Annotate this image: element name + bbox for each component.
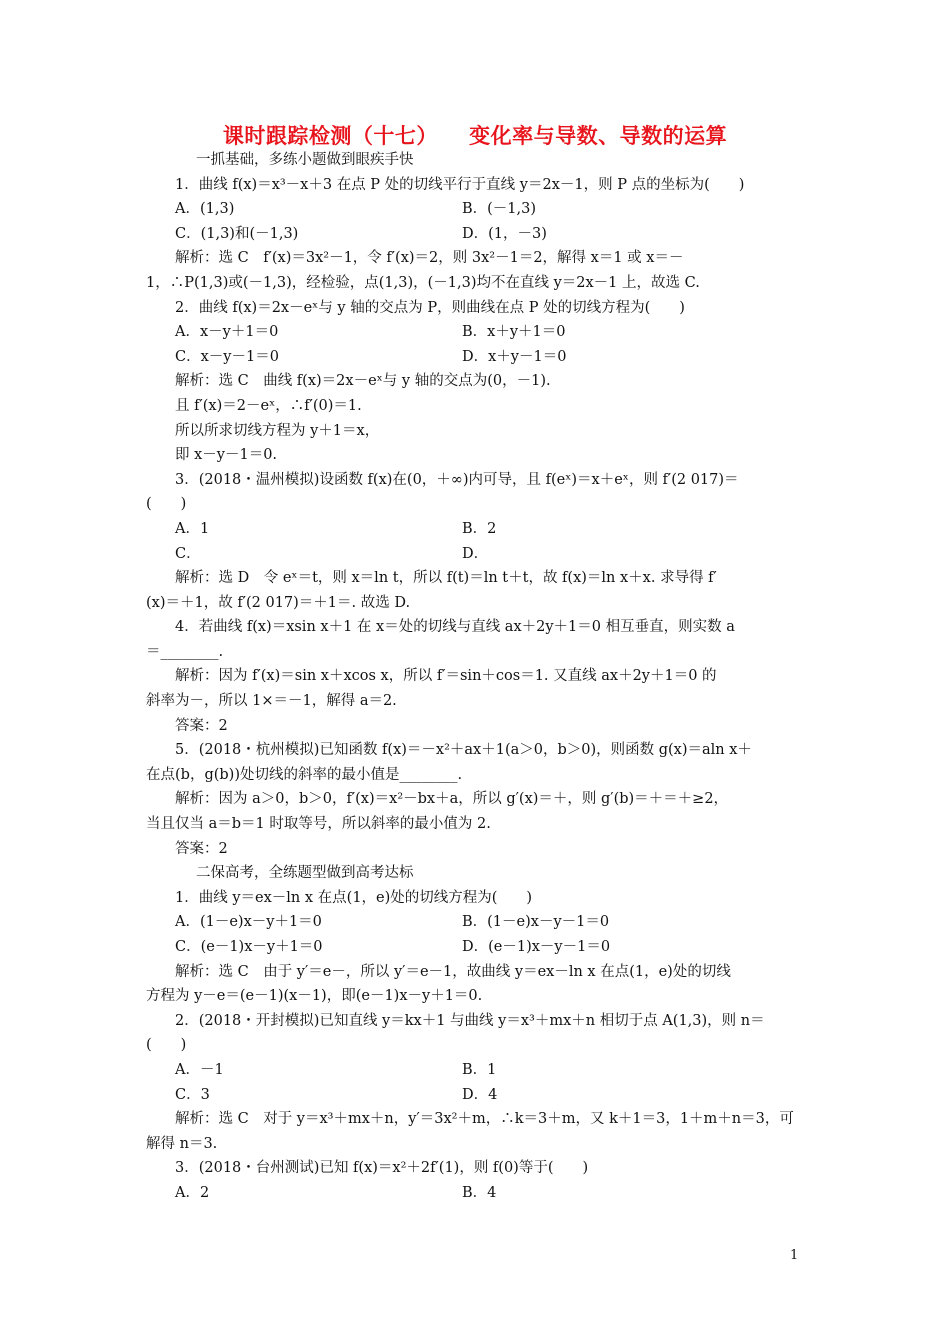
text-line: 在点(b，g(b))处切线的斜率的最小值是________.: [146, 766, 463, 783]
text-line: ( ): [146, 496, 187, 513]
text-line: ＝________.: [146, 643, 224, 660]
page-number: 1: [790, 1248, 799, 1263]
option-left: C．3: [175, 1086, 210, 1103]
option-left: A．x－y＋1＝0: [175, 324, 279, 341]
option-left: A．1: [175, 520, 210, 537]
text-line: ( ): [146, 1037, 187, 1054]
section-heading: 一抓基础，多练小题做到眼疾手快: [196, 152, 414, 168]
option-row: [146, 197, 810, 222]
option-left: C．x－y－1＝0: [175, 348, 279, 365]
option-row: [146, 222, 810, 247]
option-right: D．(1，－3): [462, 225, 547, 242]
option-row: [146, 910, 810, 935]
text-line: (x)＝＋1，故 f′(2 017)＝＋1＝. 故选 D.: [146, 594, 411, 611]
text-line: 斜率为－，所以 1×＝－1，解得 a＝2.: [146, 693, 397, 710]
text-line: 2．(2018・开封模拟)已知直线 y＝kx＋1 与曲线 y＝x³＋mx＋n 相切于点 A(1,3)，则 n＝: [175, 1012, 765, 1029]
text-line: 且 f′(x)＝2－eˣ，∴f′(0)＝1.: [175, 397, 362, 414]
option-right: D．x＋y－1＝0: [462, 348, 567, 365]
text-line: 方程为 y－e＝(e－1)(x－1)，即(e－1)x－y＋1＝0.: [146, 988, 483, 1005]
option-row: [146, 517, 810, 542]
option-row: [146, 935, 810, 960]
text-line: 答案：2: [175, 717, 228, 734]
option-right: D．: [462, 545, 489, 562]
option-right: D．(e－1)x－y－1＝0: [462, 939, 611, 955]
text-line: 解析：选 D 令 eˣ＝t，则 x＝ln t，所以 f(t)＝ln t＋t，故 f(x)＝ln x＋x. 求导得 f′: [175, 570, 717, 587]
text-line: 所以所求切线方程为 y＋1＝x，: [175, 422, 380, 439]
page-title: 课时跟踪检测（十七） 变化率与导数、导数的运算: [222, 124, 728, 148]
text-line: 5．(2018・杭州模拟)已知函数 f(x)＝－x²＋ax＋1(a＞0，b＞0)，则函数 g(x)＝aln x＋: [175, 742, 752, 759]
option-left: C．(1,3)和(－1,3): [175, 225, 299, 242]
text-line: 3．(2018・台州测试)已知 f(x)＝x²＋2f′(1)，则 f(0)等于( ): [175, 1160, 589, 1177]
text-line: 4．若曲线 f(x)＝xsin x＋1 在 x＝处的切线与直线 ax＋2y＋1＝0 相互垂直，则实数 a: [175, 619, 735, 636]
text-line: 解析：选 C 曲线 f(x)＝2x－eˣ与 y 轴的交点为(0，－1).: [175, 373, 551, 390]
section-heading: 二保高考，全练题型做到高考达标: [196, 865, 414, 882]
text-line: 当且仅当 a＝b＝1 时取等号，所以斜率的最小值为 2.: [146, 816, 491, 833]
option-right: B．(－1,3): [462, 201, 537, 218]
text-line: 1，∴P(1,3)或(－1,3)，经检验，点(1,3)，(－1,3)均不在直线 y＝2x－1 上，故选 C.: [146, 274, 700, 291]
option-right: B．2: [462, 520, 497, 537]
option-right: D．4: [462, 1086, 498, 1103]
text-line: 1．曲线 y＝ex－ln x 在点(1，e)处的切线方程为( ): [175, 889, 533, 906]
text-line: 1．曲线 f(x)＝x³－x＋3 在点 P 处的切线平行于直线 y＝2x－1，则 P 点的坐标为( ): [175, 176, 745, 193]
text-line: 解得 n＝3.: [146, 1135, 218, 1152]
text-line: 解析：因为 f′(x)＝sin x＋xcos x，所以 f′＝sin＋cos＝1. 又直线 ax＋2y＋1＝0 的: [175, 668, 717, 685]
document-body: [146, 148, 810, 1206]
text-line: 解析：因为 a＞0，b＞0，f′(x)＝x²－bx＋a，所以 g′(x)＝＋，则 g′(b)＝＋＝＋≥2，: [175, 791, 729, 808]
option-row: [146, 1083, 810, 1108]
option-left: A．2: [175, 1184, 210, 1201]
text-line: 2．曲线 f(x)＝2x－eˣ与 y 轴的交点为 P，则曲线在点 P 处的切线方程为( ): [175, 299, 685, 316]
option-left: C．: [175, 545, 201, 562]
text-line: 解析：选 C 对于 y＝x³＋mx＋n，y′＝3x²＋m，∴k＝3＋m，又 k＋1＝3，1＋m＋n＝3，可: [175, 1111, 794, 1128]
option-right: B．4: [462, 1184, 497, 1201]
option-right: B．1: [462, 1061, 497, 1078]
text-line: 答案：2: [175, 840, 228, 857]
text-line: 解析：选 C 由于 y′＝e－，所以 y′＝e－1，故曲线 y＝ex－ln x 在点(1，e)处的切线: [175, 963, 731, 980]
option-left: A．(1－e)x－y＋1＝0: [175, 914, 322, 931]
option-right: B．(1－e)x－y－1＝0: [462, 914, 610, 931]
option-row: [146, 345, 810, 370]
option-left: A．－1: [175, 1061, 224, 1078]
option-row: [146, 320, 810, 345]
text-line: 解析：选 C f′(x)＝3x²－1，令 f′(x)＝2，则 3x²－1＝2，解得 x＝1 或 x＝－: [175, 250, 684, 267]
text-line: 即 x－y－1＝0.: [175, 447, 278, 464]
option-row: [146, 542, 810, 567]
text-line: 3．(2018・温州模拟)设函数 f(x)在(0，＋∞)内可导，且 f(eˣ)＝x＋eˣ，则 f′(2 017)＝: [175, 471, 739, 488]
option-right: B．x＋y＋1＝0: [462, 324, 566, 341]
option-left: C．(e－1)x－y＋1＝0: [175, 939, 323, 955]
option-row: [146, 1181, 810, 1206]
option-row: [146, 1058, 810, 1083]
option-left: A．(1,3): [175, 201, 235, 218]
